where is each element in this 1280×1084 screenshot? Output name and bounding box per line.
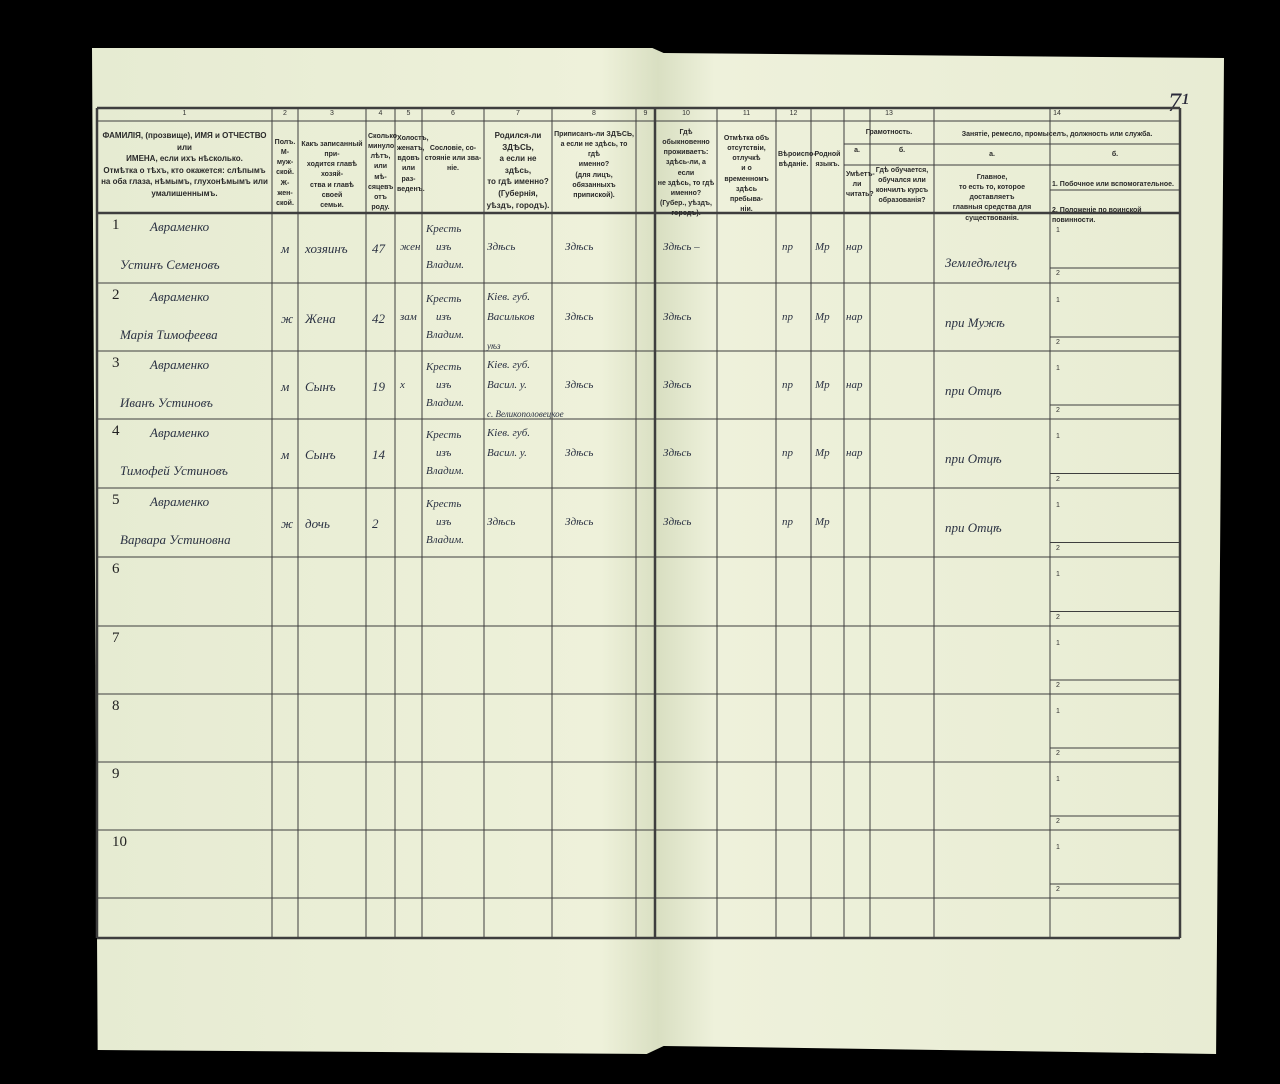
entry-sex: ж [281, 311, 294, 326]
entry-marital: жен [400, 241, 421, 253]
header-c14b-1: 1. Побочное или вспомогательное. [1052, 181, 1174, 188]
entry-faith: пр [782, 516, 793, 528]
entry-estate-2: изъ [436, 311, 452, 323]
column-number: 5 [406, 110, 411, 117]
row-number: 3 [112, 355, 120, 371]
entry-sex: м [281, 447, 290, 462]
column-number: 9 [643, 110, 648, 117]
entry-residence: Здѣсь [663, 447, 692, 459]
entry-residence: Здѣсь [663, 311, 692, 323]
column-number: 12 [789, 110, 798, 117]
sub-label-2: 2 [1056, 475, 1060, 483]
entry-language: Мр [815, 447, 830, 459]
column-number: 6 [451, 110, 455, 117]
header-c13b-letter: б. [898, 147, 906, 154]
entry-registered: Здѣсь [565, 379, 594, 391]
row-number: 6 [112, 561, 120, 577]
sub-label-2: 2 [1056, 818, 1060, 825]
column-number: 10 [682, 110, 690, 117]
entry-literacy: нар [846, 379, 863, 391]
header-c14a-letter: а. [989, 151, 995, 158]
entry-relation: Жена [305, 311, 336, 326]
header-c7: Родился-ли ЗДѢСЬ, а если не здѣсь, то гдѣ именно? (Губернія, уѣздъ, городъ). [486, 131, 550, 210]
entry-occupation: при Отцѣ [945, 383, 1002, 398]
entry-age: 19 [372, 379, 385, 394]
sub-label-1: 1 [1056, 227, 1060, 234]
header-c10: Отмѣтка объ отсутствіи, отлучкѣ и о временномъ здѣсь пребыва- ніи. [723, 135, 770, 213]
entry-surname: Авраменко [150, 357, 210, 372]
row-number: 2 [112, 287, 120, 303]
entry-relation: дочь [305, 516, 330, 531]
entry-birth-3: уѣз [487, 341, 501, 351]
entry-surname: Авраменко [150, 219, 210, 234]
header-c4: Сколько минуло лѣтъ, или мѣ- сяцевъ отъ роду. [368, 133, 398, 211]
entry-estate-3: Владим. [426, 534, 464, 546]
header-c9: Гдѣ обыкновенно проживаетъ: здѣсь-ли, а если не здѣсь, то гдѣ именно? (Губер., уѣздъ, городъ). [657, 129, 715, 218]
sub-label-2: 2 [1056, 544, 1060, 552]
entry-age: 14 [372, 447, 385, 462]
row-number: 5 [112, 492, 120, 508]
column-number: 7 [516, 110, 520, 117]
header-c2: Полъ. М-муж- ской. Ж-жен- ской. [274, 139, 296, 207]
entry-marital: зам [400, 311, 417, 323]
entry-faith: пр [782, 447, 793, 459]
entry-sex: м [281, 241, 290, 256]
entry-faith: пр [782, 311, 793, 323]
entry-literacy: нар [846, 447, 863, 459]
sub-label-2: 2 [1056, 886, 1060, 893]
entry-occupation: при Мужѣ [945, 315, 1005, 330]
sub-label-1: 1 [1056, 297, 1060, 304]
entry-faith: пр [782, 241, 793, 253]
entry-estate-1: Кресть [426, 293, 462, 305]
header-c11: Вѣроиспо- вѣданіе. [778, 151, 816, 169]
entry-residence: Здѣсь [663, 379, 692, 391]
sub-label-1: 1 [1056, 365, 1060, 372]
entry-literacy: нар [846, 311, 863, 323]
entry-residence: Здѣсь – [663, 241, 700, 253]
entry-sex: м [281, 379, 290, 394]
entry-estate-2: изъ [436, 379, 452, 391]
entry-birth-3: с. Великополовецкое [487, 409, 564, 419]
entry-estate-1: Кресть [426, 223, 462, 235]
column-number: 13 [885, 110, 893, 117]
entry-registered: Здѣсь [565, 447, 594, 459]
header-c8: Приписанъ-ли ЗДѢСЬ, а если не здѣсь, то гдѣ именно? (для лицъ, обязанныхъ припиской). [554, 131, 634, 199]
sub-label-1: 1 [1056, 571, 1060, 578]
header-c1: ФАМИЛІЯ, (прозвище), ИМЯ и ОТЧЕСТВО или ИМЕНА, если ихъ нѣсколько. Отмѣтка о тѣхъ, кто окажется: слѣпымъ на оба глаза, нѣмымъ, глухонѣмымъ или умалишеннымъ. [101, 131, 268, 198]
header-c6: Сословіе, со- стояніе или зва- ніе. [424, 145, 482, 173]
entry-name: Тимофей Устиновъ [120, 463, 228, 478]
sub-label-1: 1 [1056, 776, 1060, 783]
entry-birth-2: Васильков [487, 311, 535, 323]
entry-birth: Кіев. губ. [487, 291, 530, 303]
entry-relation: хозяинъ [305, 241, 348, 256]
row-number: 7 [112, 630, 120, 646]
row-number: 1 [112, 217, 120, 233]
header-c14b-letter: б. [1111, 151, 1119, 158]
sub-label-1: 1 [1056, 433, 1060, 440]
entry-name: Иванъ Устиновъ [120, 395, 213, 410]
sub-label-1: 1 [1056, 502, 1060, 509]
entry-relation: Сынъ [305, 447, 336, 462]
entry-occupation: Земледѣлецъ [945, 255, 1017, 270]
entry-estate-1: Кресть [426, 498, 462, 510]
sub-label-2: 2 [1056, 682, 1060, 689]
entry-language: Мр [815, 516, 830, 528]
entry-name: Марія Тимофеева [120, 327, 218, 342]
entry-age: 42 [372, 311, 385, 326]
row-number: 8 [112, 698, 120, 714]
entry-estate-3: Владим. [426, 397, 464, 409]
entry-estate-3: Владим. [426, 329, 464, 341]
entry-age: 47 [372, 241, 385, 256]
header-c14: Занятіе, ремесло, промыселъ, должность или служба. [961, 131, 1153, 138]
entry-estate-1: Кресть [426, 429, 462, 441]
entry-birth: Здѣсь [487, 241, 516, 253]
header-c14a: Главное, то есть то, которое доставляетъ главныя средства для существованія. [952, 174, 1032, 222]
entry-estate-3: Владим. [426, 259, 464, 271]
header-c5: Холостъ, женатъ, вдовъ или раз- веденъ. [397, 135, 429, 193]
column-number: 4 [378, 110, 383, 117]
sub-label-1: 1 [1056, 708, 1060, 715]
entry-registered: Здѣсь [565, 241, 594, 253]
entry-birth: Кіев. губ. [487, 427, 530, 439]
entry-surname: Авраменко [150, 425, 210, 440]
entry-occupation: при Отцѣ [945, 520, 1002, 535]
sub-label-2: 2 [1056, 339, 1060, 346]
column-number: 8 [592, 110, 596, 117]
entry-registered: Здѣсь [565, 311, 594, 323]
entry-estate-3: Владим. [426, 465, 464, 477]
header-c13a: Умѣетъ- ли читать? [846, 171, 875, 199]
column-number: 3 [330, 110, 334, 117]
entry-birth: Здѣсь [487, 516, 516, 528]
header-c14b-2: 2. Положеніе по воинской повинности. [1052, 207, 1142, 225]
row-number: 9 [112, 766, 120, 782]
header-c12: Родной языкъ. [814, 151, 841, 169]
column-number: 1 [182, 110, 187, 117]
sub-label-2: 2 [1056, 270, 1060, 277]
sub-label-2: 2 [1056, 613, 1060, 621]
entry-estate-2: изъ [436, 447, 452, 459]
sub-label-1: 1 [1056, 844, 1060, 851]
header-c13b: Гдѣ обучается, обучался или кончилъ курсъ образованія? [875, 167, 929, 205]
entry-faith: пр [782, 379, 793, 391]
entry-estate-1: Кресть [426, 361, 462, 373]
entry-surname: Авраменко [150, 494, 210, 509]
entry-language: Мр [815, 379, 830, 391]
entry-residence: Здѣсь [663, 516, 692, 528]
header-c13: Грамотность. [865, 129, 913, 136]
sub-label-2: 2 [1056, 407, 1060, 414]
column-number: 2 [283, 110, 287, 117]
entry-marital: х [400, 379, 405, 391]
entry-estate-2: изъ [436, 241, 452, 253]
header-c3: Какъ записанный при- ходится главѣ хозяй- ства и главѣ своей семьи. [301, 141, 363, 209]
entry-name: Варвара Устиновна [120, 532, 231, 547]
column-number: 11 [742, 110, 751, 117]
entry-birth: Кіев. губ. [487, 359, 530, 371]
entry-sex: ж [281, 516, 294, 531]
entry-relation: Сынъ [305, 379, 336, 394]
entry-birth-2: Васил. у. [487, 447, 527, 459]
entry-literacy: нар [846, 241, 863, 253]
page-number: 7¹ [1168, 88, 1189, 117]
entry-estate-2: изъ [436, 516, 452, 528]
row-number: 10 [112, 834, 127, 850]
entry-name: Устинъ Семеновъ [120, 257, 220, 272]
entry-occupation: при Отцѣ [945, 451, 1002, 466]
sub-label-2: 2 [1056, 750, 1060, 757]
entry-language: Мр [815, 241, 830, 253]
row-number: 4 [112, 423, 120, 439]
entry-birth-2: Васил. у. [487, 379, 527, 391]
sub-label-1: 1 [1056, 640, 1060, 647]
entry-language: Мр [815, 311, 830, 323]
header-c13a-letter: а. [854, 147, 860, 154]
entry-age: 2 [372, 516, 379, 531]
entry-registered: Здѣсь [565, 516, 594, 528]
entry-surname: Авраменко [150, 289, 210, 304]
column-number: 14 [1053, 110, 1061, 117]
